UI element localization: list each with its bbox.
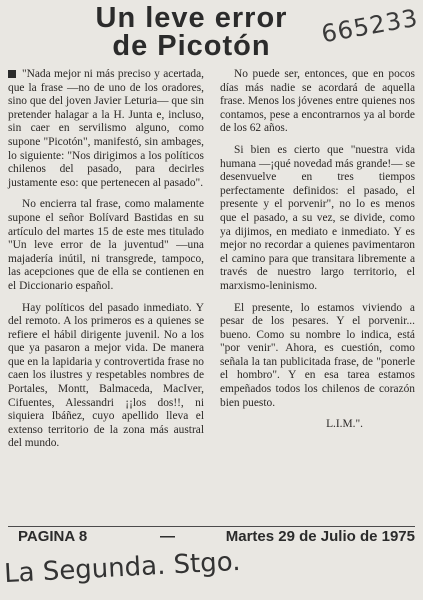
paragraph: Si bien es cierto que "nuestra vida humana —¡qué novedad más grande!— se desenvuelve en tres tiempos perfectamente definidos: el pasado, el presente y el porvenir", no lo es menos que el pasado, a su vez, se divide, como ya dijimos, en mediato e inmediato. Y es mejor no recordar a quienes pavimentaron el camino para que transitara libremente a través de nuestro largo territorio, el marxismo-leninismo. <box>220 143 415 292</box>
article-column-left <box>8 68 204 459</box>
paragraph: Hay políticos del pasado inmediato. Y del remoto. A los primeros es a quienes se refiere el hábil dirigente juvenil. No a los que ya pasaron a mejor vida. De manera que en la lapidaria y controvertida frase no caen los ilustres y respetables nombres de Portales, Montt, Balmaceda, MacIver, Cifuentes, Alessandri ¡¡los dos!!, ni siquiera Ibáñez, cuyo apellido lleva el extenso territorio de la zona más austral del mundo. <box>8 301 204 450</box>
author-signature: L.I.M.". <box>326 418 363 431</box>
article-column-right <box>220 68 415 432</box>
paragraph: No puede ser, entonces, que en pocos días más nadie se acordará de aquella frase. Menos los jóvenes entre quienes nos contamos, pese a encontrarnos ya al borde de los 62 años. <box>220 68 415 135</box>
footer-divider <box>8 526 415 527</box>
publication-date: Martes 29 de Julio de 1975 <box>225 528 415 545</box>
handwritten-archive-number: 665233 <box>319 3 421 49</box>
paragraph: El presente, lo estamos viviendo a pesar de los pesares. Y el porvenir... bueno. Como su nombre lo indica, está "por venir". Ahora, es cuestión, como señala la tan publicitada frase, de "ponerle el hombro". Y en esa tarea estamos empeñados todos los chilenos de corazón bien puesto. <box>220 301 415 409</box>
headline-line-2: de Picotón <box>112 30 271 62</box>
handwritten-source-note: La Segunda. Stgo. <box>3 546 242 590</box>
footer-separator: — <box>160 528 175 545</box>
paragraph <box>8 68 204 190</box>
paragraph: No encierra tal frase, como malamente supone el señor Bolívard Bastidas en su artículo del martes 15 de este mes titulado "Un leve error de la juventud" —una majadería inútil, ni transgrede, tampoco, las acepciones que de ella se contienen en el Diccionario español. <box>8 198 204 292</box>
paragraph-text: "Nada mejor ni más preciso y acertada, que la frase —no de uno de los oradores, sino que del joven Javier Leturia— que sin pretender halagar a la H. Junta e, incluso, sin caer en servilismo alguno, como supone "Picotón", manifestó, sin ambages, lo siguiente: "Nos dirigimos a los políticos chilenos del pasado, para decirles justamente eso: que pertenecen al pasado". <box>8 68 204 189</box>
headline-line-1: Un leve error <box>95 2 288 34</box>
bullet-square-icon <box>8 70 16 78</box>
page-number: PAGINA 8 <box>18 528 88 545</box>
